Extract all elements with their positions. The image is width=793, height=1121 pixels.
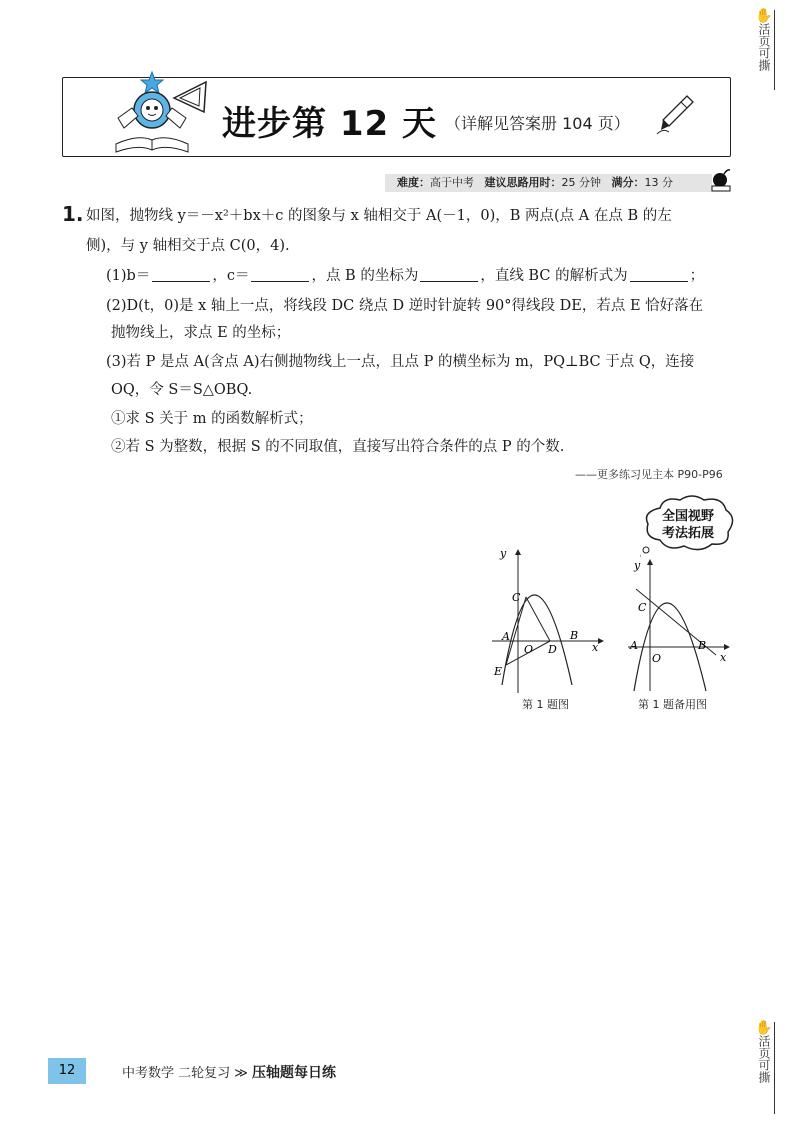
figure-2-caption: 第 1 题备用图 — [638, 698, 707, 711]
fig1-label-x: x — [592, 641, 599, 654]
difficulty-label: 难度： — [397, 176, 430, 189]
part1-end: ； — [689, 268, 705, 284]
fig1-label-a: A — [502, 630, 510, 643]
part1-bc-label: ，直线 BC 的解析式为 — [480, 268, 628, 284]
banner-subtitle: （详解见答案册 104 页） — [445, 114, 630, 133]
question-line-5: (3)若 P 是点 A(含点 A)右侧抛物线上一点，且点 P 的横坐标为 m，PQ⊥BC 于点 Q，连接 — [106, 354, 695, 370]
page-number-badge: 12 — [48, 1058, 86, 1084]
part1-b-label: (1)b＝ — [106, 268, 151, 284]
fig2-label-y: y — [634, 559, 641, 572]
detach-tab-top — [755, 10, 775, 90]
fig1-label-b: B — [570, 629, 579, 642]
part1-c-label: ，c＝ — [212, 268, 250, 284]
fig2-label-o: O — [652, 652, 662, 665]
fig2-label-c: C — [638, 601, 647, 614]
difficulty-value: 高于中考 — [430, 176, 474, 189]
hand-icon: ✋ — [755, 8, 773, 24]
question-line-8: ②若 S 为整数，根据 S 的不同取值，直接写出符合条件的点 P 的个数. — [111, 439, 565, 455]
banner-title: 进步第 12 天 — [222, 104, 437, 144]
detach-label-top: 活页可撕 — [757, 23, 771, 71]
detach-label-bottom: 活页可撕 — [757, 1035, 771, 1083]
part-1-line — [106, 266, 704, 286]
question-line-3: (2)D(t，0)是 x 轴上一点，将线段 DC 绕点 D 逆时针旋转 90°得线段 DE，若点 E 恰好落在 — [106, 298, 704, 314]
figure-1 — [488, 545, 608, 695]
fig1-label-e: E — [494, 665, 503, 678]
question-line-1: 如图，抛物线 y＝－x²＋bx＋c 的图象与 x 轴相交于 A(－1，0)，B 两点(点 A 在点 B 的左 — [86, 208, 672, 224]
answer-blank-b[interactable] — [152, 268, 210, 282]
score-value: 13 分 — [644, 176, 673, 189]
fig1-label-d: D — [548, 643, 557, 656]
fig1-label-c: C — [512, 591, 521, 604]
fig1-label-y: y — [500, 547, 507, 560]
meta-bar — [385, 174, 712, 192]
more-practice-note: ——更多练习见主本 P90-P96 — [575, 468, 723, 481]
question-line-6: OQ，令 S＝S△OBQ. — [111, 382, 253, 398]
astronaut-mascot-icon — [108, 68, 218, 158]
fig2-label-x: x — [720, 651, 727, 664]
question-number: 1. — [62, 202, 84, 226]
fig1-parabola — [502, 595, 572, 685]
score-label: 满分： — [611, 176, 645, 189]
time-value: 25 分钟 — [561, 176, 601, 189]
answer-blank-c[interactable] — [251, 268, 309, 282]
answer-blank-bc[interactable] — [630, 268, 688, 282]
question-line-4: 抛物线上，求点 E 的坐标； — [111, 325, 291, 341]
detach-tab-bottom — [755, 1022, 775, 1114]
cloud-label-line2: 考法拓展 — [661, 526, 714, 541]
footer-series: 压轴题每日练 — [252, 1065, 337, 1081]
part1-b-coord-label: ，点 B 的坐标为 — [311, 268, 419, 284]
question-line-2: 侧)，与 y 轴相交于点 C(0，4). — [86, 238, 290, 254]
figure-1-caption: 第 1 题图 — [522, 698, 569, 711]
fig2-label-a: A — [630, 639, 638, 652]
footer-book: 中考数学 二轮复习 ≫ — [122, 1066, 248, 1081]
answer-blank-b-coord[interactable] — [420, 268, 478, 282]
cloud-label-line1: 全国视野 — [661, 509, 714, 524]
pen-icon — [655, 92, 695, 137]
question-line-7: ①求 S 关于 m 的函数解析式； — [111, 411, 313, 427]
fig1-segment-cd — [526, 597, 550, 641]
time-label: 建议思路用时： — [484, 176, 562, 189]
footer-book-title — [122, 1062, 336, 1082]
bomb-icon — [710, 166, 732, 192]
fig1-label-o: O — [524, 643, 534, 656]
hand-icon: ✋ — [755, 1020, 773, 1036]
cloud-label — [655, 508, 721, 542]
fig2-label-b: B — [698, 639, 707, 652]
